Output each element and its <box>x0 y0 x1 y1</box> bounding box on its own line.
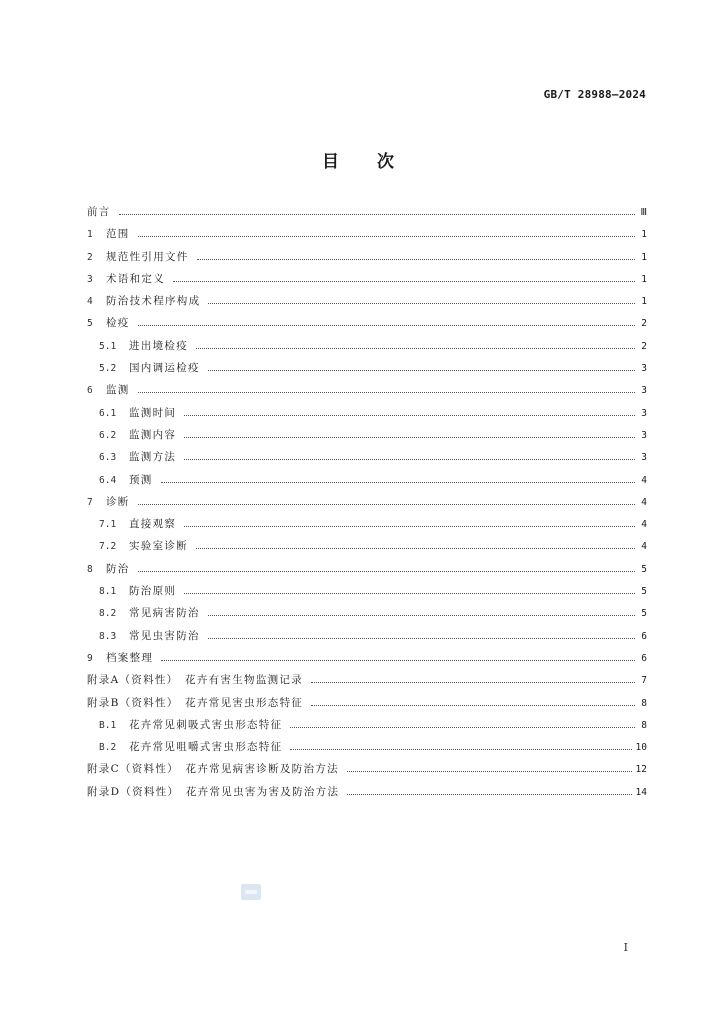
toc-entry[interactable] <box>87 472 647 494</box>
toc-entry-page: 5 <box>641 608 647 620</box>
page-number: I <box>623 941 628 954</box>
toc-entry-page: 10 <box>635 742 647 754</box>
toc-leader-dots <box>290 727 635 728</box>
toc-entry-title: 监测时间 <box>129 406 177 419</box>
toc-leader-dots <box>184 415 635 416</box>
toc-entry-title: 诊断 <box>106 495 130 508</box>
toc-entry-page: 4 <box>641 496 647 508</box>
toc-entry-page: 3 <box>641 385 647 397</box>
toc-leader-dots <box>196 348 635 349</box>
toc-leader-dots <box>208 638 635 639</box>
toc-entry-title: 范围 <box>106 228 130 241</box>
toc-leader-dots <box>161 482 635 483</box>
toc-entry-number: 7.1 <box>99 519 117 531</box>
toc-entry-number: 8 <box>87 563 93 575</box>
toc-leader-dots <box>184 526 635 527</box>
toc-entry[interactable] <box>87 561 647 583</box>
toc-entry-page: 3 <box>641 452 647 464</box>
toc-entry-number: 3 <box>87 273 93 285</box>
toc-entry[interactable] <box>87 249 647 271</box>
toc-entry-number: 6 <box>87 385 93 397</box>
toc-entry-page: 7 <box>641 675 647 687</box>
toc-entry-page: 5 <box>641 563 647 575</box>
toc-entry-title: 监测内容 <box>129 428 177 441</box>
toc-leader-dots <box>184 459 635 460</box>
toc-entry-number: 8.1 <box>99 586 117 598</box>
toc-entry[interactable] <box>87 583 647 605</box>
watermark-logo <box>241 884 261 900</box>
toc-leader-dots <box>208 615 635 616</box>
page-title: 目次 <box>322 152 432 172</box>
toc-entry-title: 花卉常见咀嚼式害虫形态特征 <box>129 741 283 754</box>
toc-leader-dots <box>184 437 635 438</box>
toc-entry-number: 8.2 <box>99 608 117 620</box>
toc-entry-number: 7.2 <box>99 541 117 553</box>
toc-entry-page: 3 <box>641 407 647 419</box>
toc-entry[interactable] <box>87 360 647 382</box>
toc-entry-title: 术语和定义 <box>106 272 165 285</box>
toc-entry-title: 前言 <box>87 206 111 218</box>
toc-entry-page: 8 <box>641 719 647 731</box>
toc-entry-title: 实验室诊断 <box>129 540 188 553</box>
toc-leader-dots <box>138 325 635 326</box>
toc-entry-number: B.1 <box>99 719 117 731</box>
toc-entry[interactable] <box>87 516 647 538</box>
toc-entry[interactable] <box>87 717 647 739</box>
toc-leader-dots <box>290 749 631 750</box>
toc-entry-number: 9 <box>87 652 93 664</box>
toc-entry[interactable] <box>87 494 647 516</box>
toc-entry-number: 5.1 <box>99 340 117 352</box>
toc-entry-title: 直接观察 <box>129 518 177 531</box>
toc-entry-page: 1 <box>641 273 647 285</box>
toc-entry[interactable] <box>87 271 647 293</box>
toc-entry-page: 1 <box>641 251 647 263</box>
toc-entry-page: 12 <box>635 764 647 776</box>
toc-entry-number: 1 <box>87 229 93 241</box>
toc-entry-page: 4 <box>641 474 647 486</box>
toc-leader-dots <box>173 281 635 282</box>
toc-entry-title: 监测 <box>106 384 130 397</box>
toc-entry-title: 规范性引用文件 <box>106 250 189 263</box>
table-of-contents <box>87 204 647 806</box>
toc-entry-title: 国内调运检疫 <box>129 362 200 375</box>
toc-entry-number: 7 <box>87 496 93 508</box>
toc-entry-number: B.2 <box>99 742 117 754</box>
toc-entry[interactable] <box>87 204 647 226</box>
toc-leader-dots <box>184 593 635 594</box>
toc-entry[interactable] <box>87 315 647 337</box>
toc-entry-title: 预测 <box>129 473 153 486</box>
toc-entry[interactable] <box>87 695 647 717</box>
toc-entry[interactable] <box>87 761 647 783</box>
toc-entry[interactable] <box>87 293 647 315</box>
toc-leader-dots <box>347 771 632 772</box>
toc-entry[interactable] <box>87 382 647 404</box>
toc-entry-page: 3 <box>641 429 647 441</box>
standard-code: GB/T 28988—2024 <box>543 88 646 101</box>
toc-entry[interactable] <box>87 784 647 806</box>
toc-entry-page: 6 <box>641 630 647 642</box>
toc-entry-number: 6.4 <box>99 474 117 486</box>
toc-entry-title: 检疫 <box>106 317 130 330</box>
toc-entry-title: 档案整理 <box>106 651 154 664</box>
toc-entry-page: 2 <box>641 340 647 352</box>
toc-leader-dots <box>196 548 635 549</box>
toc-entry-title: 监测方法 <box>129 451 177 464</box>
toc-leader-dots <box>208 370 635 371</box>
toc-entry[interactable] <box>87 650 647 672</box>
toc-entry-number: 6.3 <box>99 452 117 464</box>
toc-leader-dots <box>138 504 635 505</box>
toc-entry-page: 8 <box>641 697 647 709</box>
toc-entry[interactable] <box>87 628 647 650</box>
toc-entry-title: 防治原则 <box>129 585 177 598</box>
toc-entry-title: 进出境检疫 <box>129 339 188 352</box>
toc-entry[interactable] <box>87 672 647 694</box>
toc-entry-page: 5 <box>641 586 647 598</box>
toc-entry-title: 附录C（资料性） 花卉常见病害诊断及防治方法 <box>87 763 339 776</box>
toc-entry[interactable] <box>87 449 647 471</box>
toc-entry-title: 附录B（资料性） 花卉常见害虫形态特征 <box>87 696 304 709</box>
toc-entry[interactable] <box>87 338 647 360</box>
toc-entry[interactable] <box>87 427 647 449</box>
toc-entry-title: 防治技术程序构成 <box>106 295 201 308</box>
toc-entry-page: Ⅲ <box>640 207 647 218</box>
toc-entry-number: 6.1 <box>99 407 117 419</box>
toc-entry-title: 常见病害防治 <box>129 607 200 620</box>
toc-entry-page: 2 <box>641 318 647 330</box>
toc-entry-number: 4 <box>87 296 93 308</box>
toc-leader-dots <box>311 705 635 706</box>
toc-entry[interactable] <box>87 739 647 761</box>
toc-entry-page: 4 <box>641 519 647 531</box>
toc-entry-number: 6.2 <box>99 429 117 441</box>
toc-entry-number: 5.2 <box>99 363 117 375</box>
toc-entry-page: 6 <box>641 652 647 664</box>
toc-leader-dots <box>138 236 635 237</box>
toc-entry-title: 防治 <box>106 562 130 575</box>
toc-entry-page: 1 <box>641 296 647 308</box>
toc-leader-dots <box>197 259 635 260</box>
toc-entry-page: 1 <box>641 229 647 241</box>
toc-leader-dots <box>138 571 635 572</box>
toc-entry-title: 常见虫害防治 <box>129 629 200 642</box>
toc-entry-number: 8.3 <box>99 630 117 642</box>
toc-leader-dots <box>208 303 635 304</box>
toc-leader-dots <box>347 794 631 795</box>
toc-leader-dots <box>138 392 635 393</box>
toc-leader-dots <box>119 214 635 215</box>
toc-entry-title: 附录D（资料性） 花卉常见虫害为害及防治方法 <box>87 785 340 798</box>
toc-entry-page: 4 <box>641 541 647 553</box>
toc-entry-page: 3 <box>641 363 647 375</box>
toc-entry-page: 14 <box>635 786 647 798</box>
toc-entry[interactable] <box>87 405 647 427</box>
toc-entry-title: 附录A（资料性） 花卉有害生物监测记录 <box>87 674 304 687</box>
toc-entry[interactable] <box>87 538 647 560</box>
toc-entry[interactable] <box>87 605 647 627</box>
toc-entry[interactable] <box>87 226 647 248</box>
toc-entry-title: 花卉常见刺吸式害虫形态特征 <box>129 718 283 731</box>
toc-leader-dots <box>311 682 635 683</box>
toc-entry-number: 5 <box>87 318 93 330</box>
toc-entry-number: 2 <box>87 251 93 263</box>
toc-leader-dots <box>161 660 635 661</box>
